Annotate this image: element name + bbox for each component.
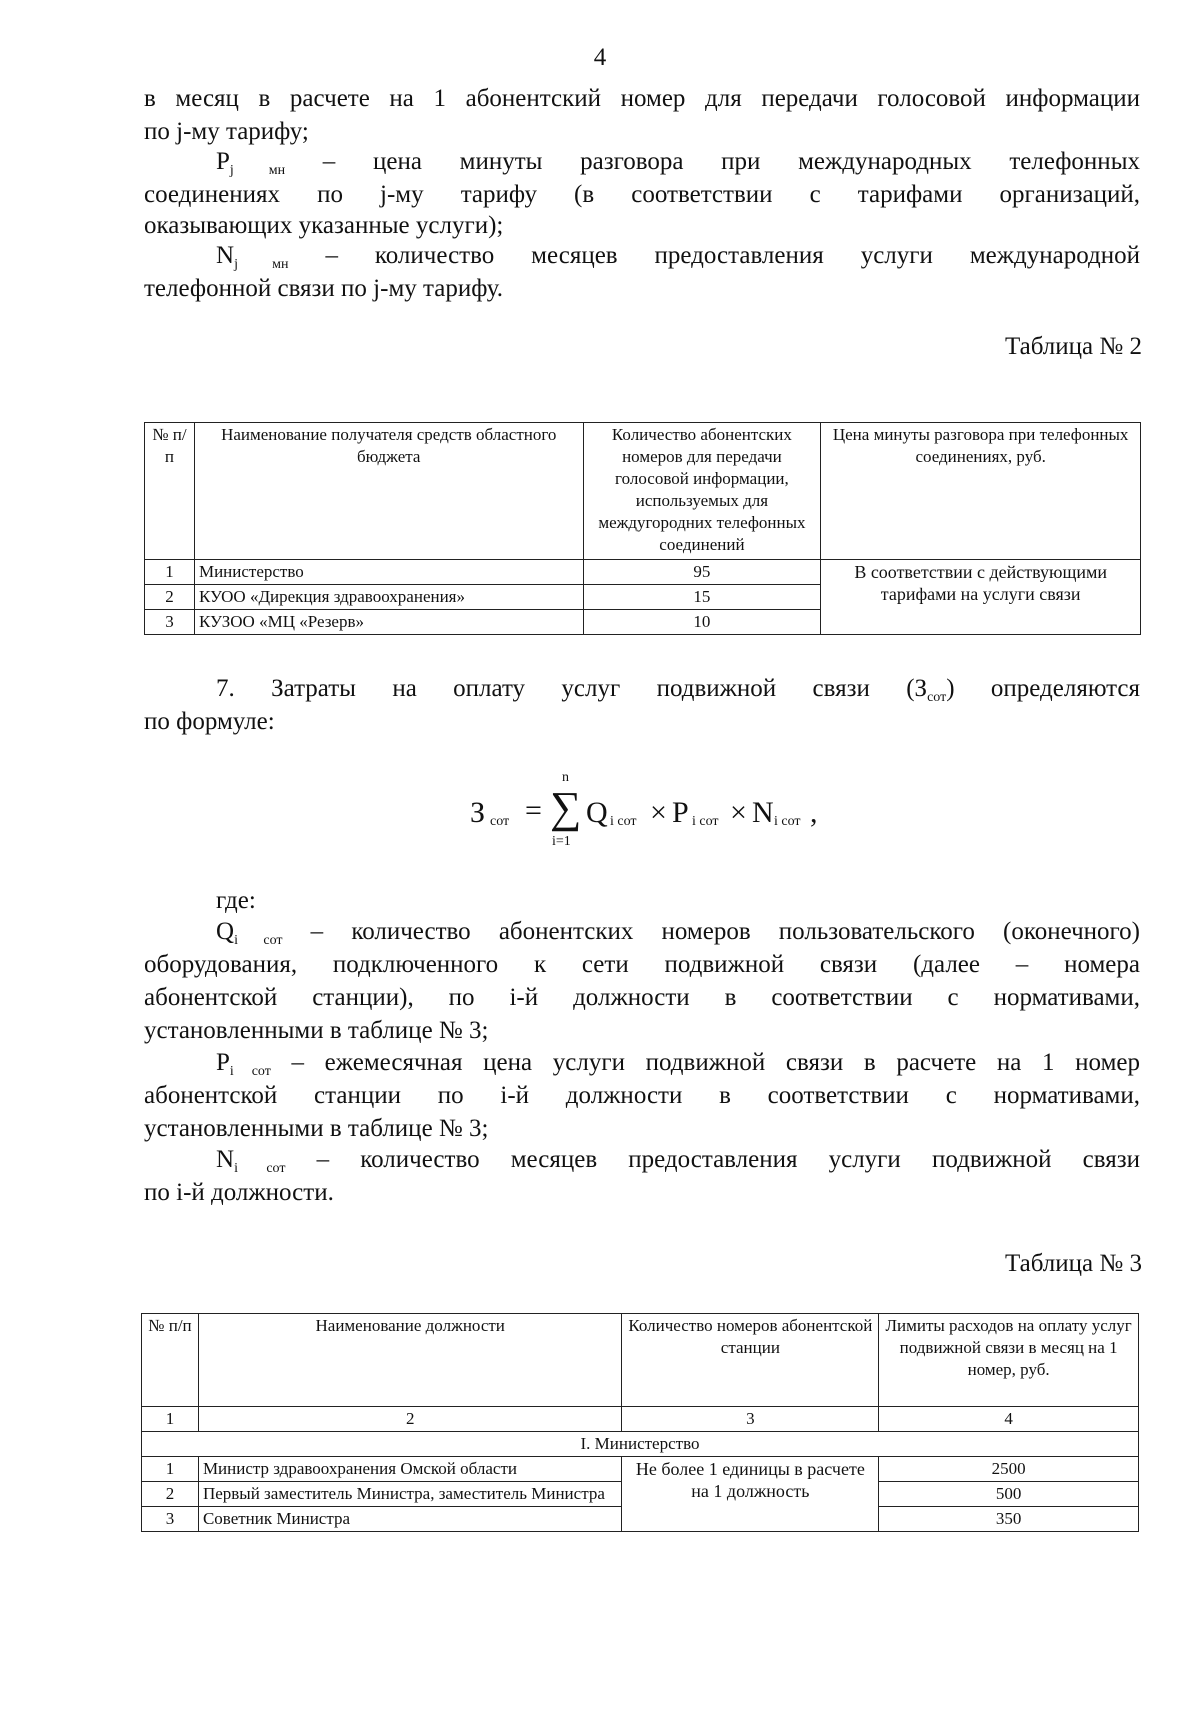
where-label: где:	[216, 887, 256, 914]
row-count: 95	[583, 560, 821, 585]
def-q-line3: абонентской станции), по i-й должности в соответствии с нормативами,	[144, 984, 1140, 1011]
row-num: 2	[142, 1482, 199, 1507]
formula-sigma: ∑	[550, 783, 582, 832]
row-name: КУОО «Дирекция здравоохранения»	[194, 585, 583, 610]
page-number: 4	[593, 44, 607, 71]
formula-upper-limit: n	[562, 770, 569, 785]
table2-title: Таблица № 2	[1004, 333, 1142, 360]
para3-line2: телефонной связи по j-му тарифу.	[144, 275, 504, 302]
formula-lhs: З	[470, 796, 486, 829]
section7-text: 7. Затраты на оплату услуг подвижной связи (З	[216, 675, 928, 702]
def-n-line1	[144, 1143, 1140, 1176]
formula-q: Q	[586, 796, 608, 829]
para1-line2: по j-му тарифу;	[144, 118, 309, 145]
symbol-p-sub: j мн	[229, 163, 286, 178]
def-p-line2: абонентской станции по i-й должности в соответствии с нормативами,	[144, 1082, 1140, 1109]
row-name: Советник Министра	[198, 1507, 622, 1532]
row-count: 15	[583, 585, 821, 610]
def-q-line4: установленными в таблице № 3;	[144, 1017, 489, 1044]
table3-header-limit: Лимиты расходов на оплату услуг подвижной связи в месяц на 1 номер, руб.	[879, 1314, 1139, 1407]
symbol-q-sub: i сот	[234, 933, 283, 948]
symbol-n2: N	[216, 1146, 235, 1173]
table2	[144, 422, 1141, 635]
row-limit: 2500	[879, 1457, 1139, 1482]
formula	[470, 770, 850, 850]
table3-header-count: Количество номеров абонентской станции	[622, 1314, 879, 1407]
table3-header-num: № п/п	[142, 1314, 199, 1407]
formula-times2: ×	[730, 796, 747, 829]
def-q-text: – количество абонентских номеров пользовательского (оконечного)	[282, 918, 1140, 945]
formula-lower-limit: i=1	[552, 834, 571, 849]
symbol-p: P	[216, 148, 230, 175]
para2-line2: соединениях по j-му тарифу (в соответствии с тарифами организаций,	[144, 181, 1140, 208]
def-p-line1	[144, 1046, 1140, 1079]
row-name: Первый заместитель Министра, заместитель Министра	[198, 1482, 622, 1507]
table3-header-name: Наименование должности	[198, 1314, 622, 1407]
def-p-line3: установленными в таблице № 3;	[144, 1115, 489, 1142]
para2-line1	[144, 145, 1140, 178]
symbol-n: N	[216, 242, 235, 269]
row-num: 1	[145, 560, 195, 585]
table2-header-num: № п/п	[145, 423, 195, 560]
table2-header-row	[145, 423, 1141, 560]
section7-line2: по формуле:	[144, 708, 275, 735]
def-p-text: – ежемесячная цена услуги подвижной связи в расчете на 1 номер	[270, 1049, 1140, 1076]
table-row	[145, 560, 1141, 585]
row-num: 3	[145, 610, 195, 635]
def-q-line1	[144, 915, 1140, 948]
row-name: Министр здравоохранения Омской области	[198, 1457, 622, 1482]
symbol-p2-sub: i сот	[229, 1064, 271, 1079]
table3	[141, 1313, 1139, 1532]
row-num: 2	[145, 585, 195, 610]
def-n-line2: по i-й должности.	[144, 1179, 334, 1206]
colnum-4: 4	[879, 1407, 1139, 1432]
row-num: 1	[142, 1457, 199, 1482]
table2-header-count: Количество абонентских номеров для передачи голосовой информации, используемых для междугородних телефонных соединений	[583, 423, 821, 560]
formula-n-sub: i сот	[774, 814, 801, 829]
formula-eq: =	[525, 794, 542, 827]
row-count: 10	[583, 610, 821, 635]
para3-line1	[144, 239, 1140, 272]
row-limit: 500	[879, 1482, 1139, 1507]
section7-line1	[144, 672, 1140, 705]
colnum-2: 2	[198, 1407, 622, 1432]
section7-sub: сот	[927, 690, 947, 705]
para2-line1-text: – цена минуты разговора при международных телефонных	[285, 148, 1140, 175]
table3-colnum-row	[142, 1407, 1139, 1432]
table3-title: Таблица № 3	[1004, 1250, 1142, 1277]
table3-header-row	[142, 1314, 1139, 1407]
para3-line1-text: – количество месяцев предоставления услуги международной	[288, 242, 1140, 269]
symbol-p2: P	[216, 1049, 230, 1076]
formula-times1: ×	[650, 796, 667, 829]
table2-header-name: Наименование получателя средств областного бюджета	[194, 423, 583, 560]
count-note: Не более 1 единицы в расчете на 1 должность	[622, 1457, 879, 1532]
table3-section-row	[142, 1432, 1139, 1457]
def-n-text: – количество месяцев предоставления услуги подвижной связи	[285, 1146, 1140, 1173]
row-name: КУЗОО «МЦ «Резерв»	[194, 610, 583, 635]
para2-line3: оказывающих указанные услуги);	[144, 212, 504, 239]
formula-end: ,	[810, 796, 818, 829]
symbol-q: Q	[216, 918, 235, 945]
row-limit: 350	[879, 1507, 1139, 1532]
symbol-n-sub: j мн	[234, 257, 289, 272]
table-row	[142, 1457, 1139, 1482]
formula-p-sub: i сот	[692, 814, 719, 829]
symbol-n2-sub: i сот	[234, 1161, 286, 1176]
formula-q-sub: i сот	[610, 814, 637, 829]
table2-header-price: Цена минуты разговора при телефонных соединениях, руб.	[821, 423, 1141, 560]
colnum-3: 3	[622, 1407, 879, 1432]
formula-lhs-sub: сот	[490, 814, 510, 829]
def-q-line2: оборудования, подключенного к сети подвижной связи (далее – номера	[144, 951, 1140, 978]
row-num: 3	[142, 1507, 199, 1532]
price-note: В соответствии с действующими тарифами на услуги связи	[821, 560, 1141, 635]
para1-line1: в месяц в расчете на 1 абонентский номер для передачи голосовой информации	[144, 85, 1140, 112]
formula-n: N	[752, 796, 774, 829]
section-heading: I. Министерство	[142, 1432, 1139, 1457]
section7-text-end: ) определяются	[946, 675, 1141, 702]
formula-p: P	[672, 796, 689, 829]
row-name: Министерство	[194, 560, 583, 585]
colnum-1: 1	[142, 1407, 199, 1432]
